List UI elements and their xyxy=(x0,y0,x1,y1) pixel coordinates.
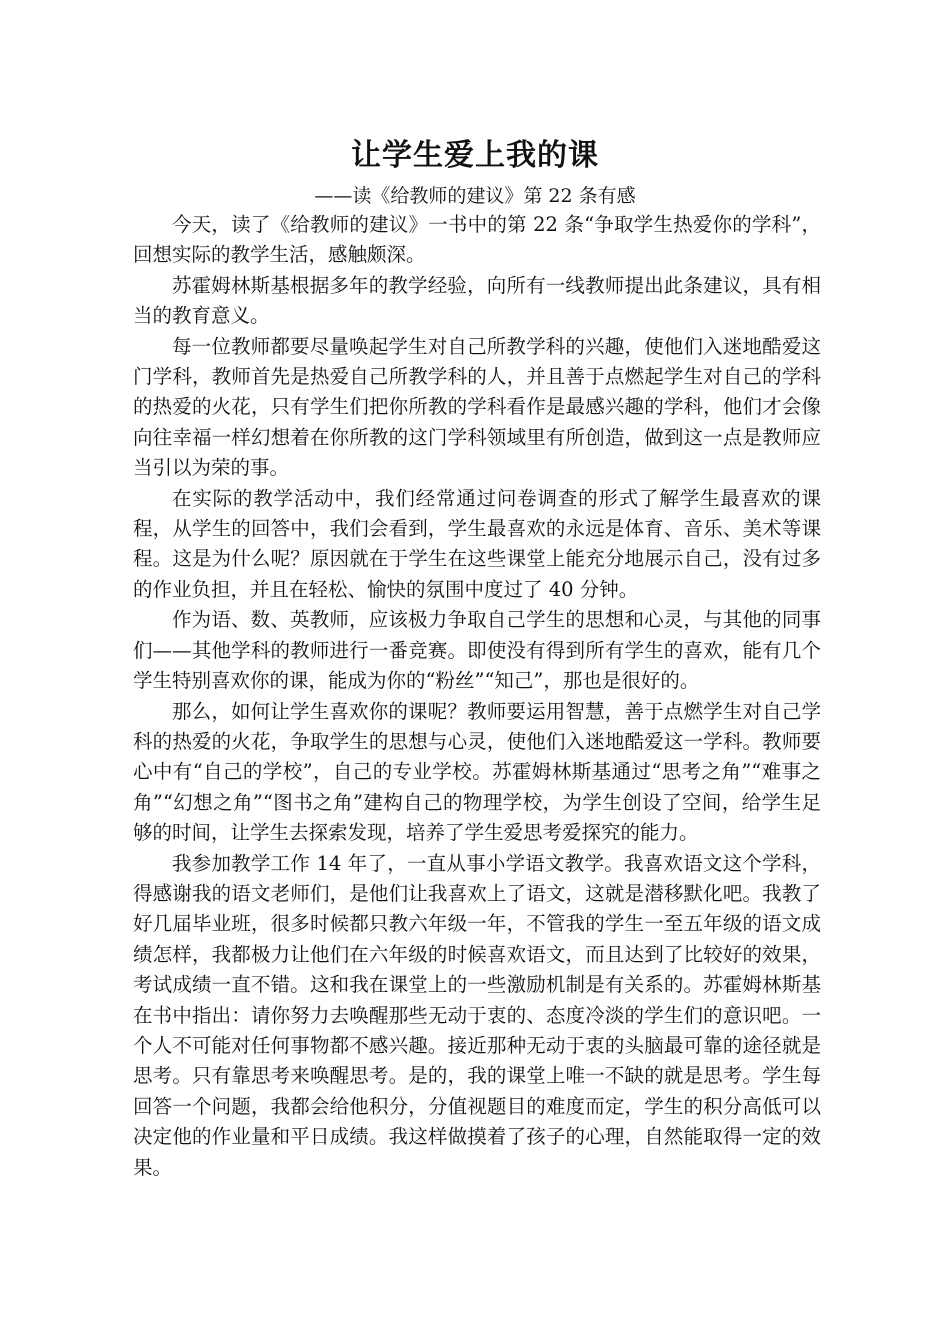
paragraph: 那么，如何让学生喜欢你的课呢？教师要运用智慧，善于点燃学生对自己学科的热爱的火花，争取学生的思想与心灵，使他们入迷地酷爱这一学科。教师要心中有“自己的学校”，自己的专业学校。苏霍姆林斯基通过“思考之角”“难事之角”“幻想之角”“图书之角”建构自己的物理学校，为学生创设了空间，给学生足够的时间，让学生去探索发现，培养了学生爱思考爱探究的能力。 xyxy=(133,699,821,845)
document-subtitle: ——读《给教师的建议》第 22 条有感 xyxy=(314,185,636,207)
paragraph: 在实际的教学活动中，我们经常通过问卷调查的形式了解学生最喜欢的课程，从学生的回答中，我们会看到，学生最喜欢的永远是体育、音乐、美术等课程。这是为什么呢？原因就在于学生在这些课堂上能充分地展示自己，没有过多的作业负担，并且在轻松、愉快的氛围中度过了 40 分钟。 xyxy=(133,486,821,601)
document-title: 让学生爱上我的课 xyxy=(351,138,599,173)
document-body xyxy=(133,210,821,1183)
paragraph: 每一位教师都要尽量唤起学生对自己所教学科的兴趣，使他们入迷地酷爱这门学科，教师首先是热爱自己所教学科的人，并且善于点燃起学生对自己的学科的热爱的火花，只有学生们把你所教的学科看作是最感兴趣的学科，他们才会像向往幸福一样幻想着在你所教的这门学科领域里有所创造，做到这一点是教师应当引以为荣的事。 xyxy=(133,334,821,480)
paragraph: 作为语、数、英教师，应该极力争取自己学生的思想和心灵，与其他的同事们——其他学科的教师进行一番竞赛。即使没有得到所有学生的喜欢，能有几个学生特别喜欢你的课，能成为你的“粉丝”“知己”，那也是很好的。 xyxy=(133,608,821,693)
paragraph: 我参加教学工作 14 年了，一直从事小学语文教学。我喜欢语文这个学科，得感谢我的语文老师们，是他们让我喜欢上了语文，这就是潜移默化吧。我教了好几届毕业班，很多时候都只教六年级一年，不管我的学生一至五年级的语文成绩怎样，我都极力让他们在六年级的时候喜欢语文，而且达到了比较好的效果，考试成绩一直不错。这和我在课堂上的一些激励机制是有关系的。苏霍姆林斯基在书中指出：请你努力去唤醒那些无动于衷的、态度冷淡的学生们的意识吧。一个人不可能对任何事物都不感兴趣。接近那种无动于衷的头脑最可靠的途径就是思考。只有靠思考来唤醒思考。是的，我的课堂上唯一不缺的就是思考。学生每回答一个问题，我都会给他积分，分值视题目的难度而定，学生的积分高低可以决定他的作业量和平日成绩。我这样做摸着了孩子的心理，自然能取得一定的效果。 xyxy=(133,851,821,1179)
paragraph: 今天，读了《给教师的建议》一书中的第 22 条“争取学生热爱你的学科”，回想实际的教学生活，感触颇深。 xyxy=(133,213,821,267)
paragraph: 苏霍姆林斯基根据多年的教学经验，向所有一线教师提出此条建议，具有相当的教育意义。 xyxy=(133,273,821,328)
